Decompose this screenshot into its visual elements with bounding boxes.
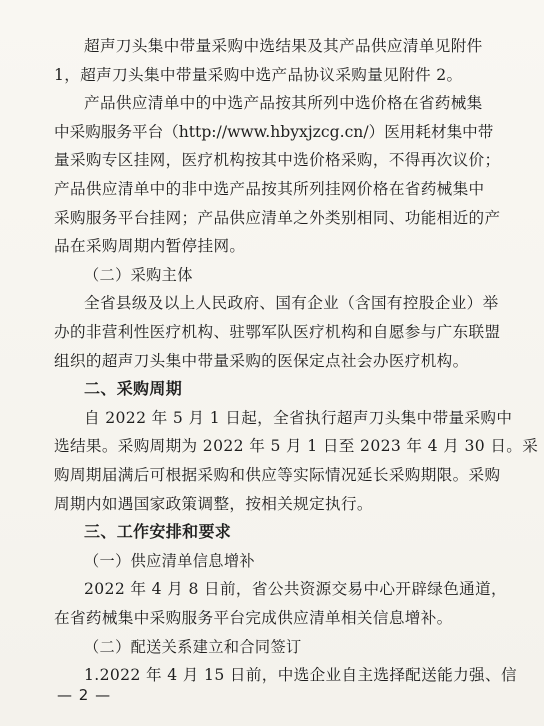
paragraph-line: 采购服务平台挂网；产品供应清单之外类别相同、功能相近的产 bbox=[54, 208, 501, 227]
paragraph-line: 购周期届满后可根据采购和供应等实际情况延长采购期限。采购 bbox=[54, 466, 501, 484]
paragraph-line: 中采购服务平台（http://www.hbyxjzcg.cn/）医用耗材集中带 bbox=[54, 122, 494, 141]
paragraph-line: 在省药械集中采购服务平台完成供应清单相关信息增补。 bbox=[54, 609, 453, 627]
paragraph-line: 全省县级及以上人民政府、国有企业（含国有控股企业）举 bbox=[84, 294, 499, 313]
paragraph-line: 1.2022 年 4 月 15 日前，中选企业自主选择配送能力强、信 bbox=[84, 666, 517, 685]
paragraph-line: 组织的超声刀头集中带量采购的医保定点社会办医疗机构。 bbox=[54, 351, 469, 370]
paragraph-line: 产品供应清单中的中选产品按其所列中选价格在省药械集 bbox=[84, 94, 483, 113]
paragraph-line: 2022 年 4 月 8 日前，省公共资源交易中心开辟绿色通道， bbox=[84, 580, 507, 599]
paragraph-line: 品在采购周期内暂停挂网。 bbox=[54, 237, 246, 256]
paragraph-line: 量采购专区挂网，医疗机构按其中选价格采购，不得再次议价； bbox=[54, 151, 501, 170]
section-subheading: （二）采购主体 bbox=[84, 265, 193, 284]
paragraph-line: 1，超声刀头集中带量采购中选产品协议采购量见附件 2。 bbox=[54, 65, 463, 84]
page-number: — 2 — bbox=[57, 686, 112, 704]
paragraph-line: 选结果。采购周期为 2022 年 5 月 1 日至 2023 年 4 月 30 日。采 bbox=[54, 437, 539, 456]
section-heading: 二、采购周期 bbox=[84, 379, 183, 399]
paragraph-line: 办的非营利性医疗机构、驻鄂军队医疗机构和自愿参与广东联盟 bbox=[54, 323, 501, 341]
paragraph-line: 周期内如遇国家政策调整，按相关规定执行。 bbox=[54, 494, 373, 513]
paragraph-line: 产品供应清单中的非中选产品按其所列挂网价格在省药械集中 bbox=[54, 180, 485, 198]
section-subheading: （二）配送关系建立和合同签订 bbox=[84, 637, 302, 656]
paragraph-line: 自 2022 年 5 月 1 日起，全省执行超声刀头集中带量采购中 bbox=[84, 408, 513, 427]
section-subheading: （一）供应清单信息增补 bbox=[84, 551, 255, 570]
paragraph-line: 超声刀头集中带量采购中选结果及其产品供应清单见附件 bbox=[84, 37, 483, 55]
section-heading: 三、工作安排和要求 bbox=[84, 522, 232, 542]
